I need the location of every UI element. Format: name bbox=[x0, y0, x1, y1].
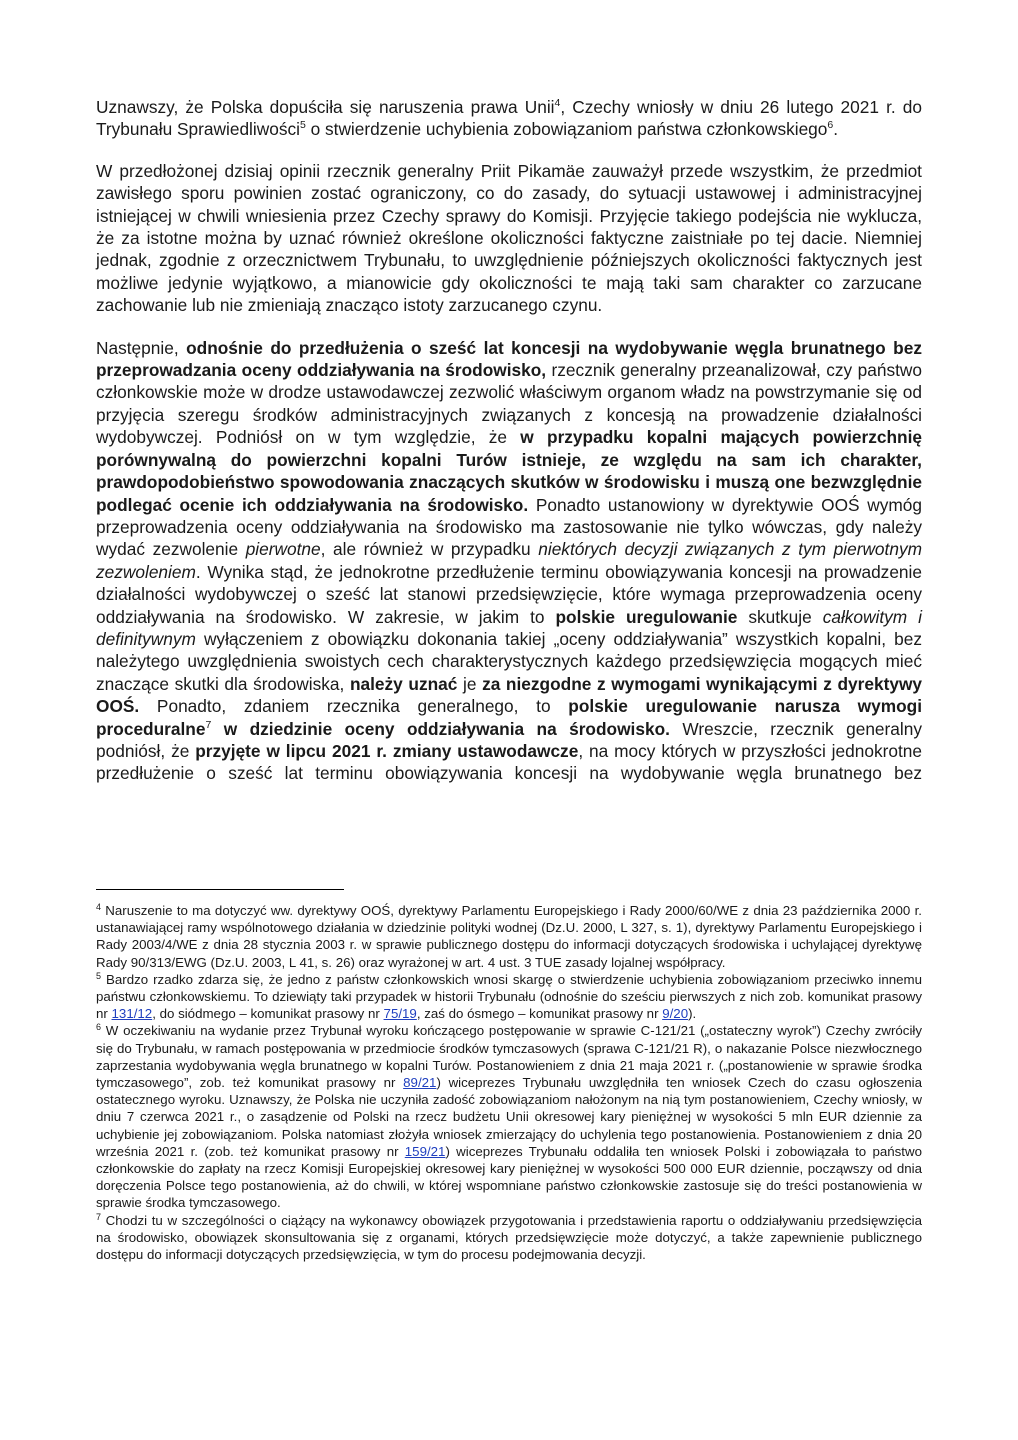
text-span: wyłączeniem z obowiązku dokonania takiej „oceny oddziaływania” wszystkich kopalni, bez należytego uwzględnienia swoistych cech charakterystycznych każdego przedsięwzięcia mogących mieć znaczące skutki dla środowiska, bbox=[96, 628, 922, 694]
footnote-number: 4 bbox=[96, 902, 102, 912]
bold-span: w dziedzinie oceny oddziaływania na środowisko. bbox=[211, 718, 670, 739]
text-span: Ponadto, zdaniem rzecznika generalnego, to bbox=[139, 696, 569, 717]
footnote-text: ) wiceprezes Trybunału oddaliła ten wniosek Polski i zobowiązała to państwo członkowskie do zapłaty na rzecz Komisji Europejskiej okresowej kary pieniężnej w wysokości 500 000 EUR dziennie, począwszy od dnia doręczenia Polsce tego postanowienia, aż do chwili, w której wspomniane państwo członkowskie zastosuje się do treści postanowienia w sprawie środka tymczasowego. bbox=[96, 1143, 922, 1211]
bold-span: za niezgodne z wymogami wynikającymi z dyrektywy OOŚ. bbox=[96, 673, 922, 717]
paragraph-1 bbox=[96, 96, 922, 141]
footnote-text: Chodzi tu w szczególności o ciążący na wykonawcy obowiązek przygotowania i przedstawienia raportu o oddziaływaniu przedsięwzięcia na środowisko, obowiązek skonsultowania się z organami, których przedsięwzięcie może dotyczyć, a także zapewnienie publicznego dostępu do informacji dotyczących przedsięwzięcia, w tym do procesu podejmowania decyzji. bbox=[96, 1212, 922, 1263]
bold-span: w przypadku kopalni mających powierzchnię porównywalną do powierzchni kopalni Turów istnieje, ze względu na sam ich charakter, prawdopodobieństwo spowodowania znaczących skutków w środowisku i muszą one bezwzględnie podlegać ocenie ich oddziaływania na środowisko. bbox=[96, 427, 922, 515]
text-span: , na mocy których w przyszłości jednokrotne przedłużenie o sześć lat terminu obowiązywania koncesji na wydobywanie węgla brunatnego bez bbox=[96, 740, 922, 784]
footnotes bbox=[96, 902, 922, 1263]
press-release-link-131-12[interactable]: 131/12 bbox=[111, 1006, 153, 1022]
bold-span: polskie uregulowanie narusza wymogi proceduralne bbox=[96, 696, 923, 739]
text-span: Następnie, bbox=[96, 337, 187, 358]
italic-span: całkowitym i definitywnym bbox=[96, 606, 923, 649]
footnote-number: 6 bbox=[96, 1022, 102, 1033]
footnote-text: Naruszenie to ma dotyczyć ww. dyrektywy OOŚ, dyrektywy Parlamentu Europejskiego i Rady 2000/60/WE z dnia 23 października 2000 r. ustanawiającej ramy wspólnotowego działania w dziedzinie polityki wodnej (Dz.U. 2000, L 327, s. 1), dyrektywy Parlamentu Europejskiego i Rady 2003/4/WE z dnia 28 stycznia 2003 r. w sprawie publicznego dostępu do informacji dotyczących środowiska i uchylającej dyrektywę Rady 90/313/EWG (Dz.U. 2003, L 41, s. 26) oraz wyrażonej w art. 4 ust. 3 TUE zasady lojalnej współpracy. bbox=[96, 903, 922, 970]
text-span: . bbox=[833, 119, 839, 140]
bold-span: przyjęte w lipcu 2021 r. zmiany ustawodawcze bbox=[195, 740, 579, 761]
press-release-link-89-21[interactable]: 89/21 bbox=[403, 1075, 437, 1091]
footnote-4 bbox=[96, 902, 922, 971]
text-span: , Czechy wniosły w dniu 26 lutego 2021 r. do Trybunału Sprawiedliwości bbox=[96, 97, 922, 140]
text-span: o stwierdzenie uchybienia zobowiązaniom państwa członkowskiego bbox=[305, 119, 828, 140]
footnote-text: ) wiceprezes Trybunału uwzględniła ten wniosek Czech do czasu ogłoszenia ostatecznego wyroku. Uznawszy, że Polska nie uczyniła zadość zobowiązaniom nałożonym na nią tym postanowieniem, Czechy wniosły, w dniu 7 czerwca 2021 r., o zasądzenie od Polski na rzecz budżetu Unii okresowej kary pieniężnej w wysokości 5 mln EUR dziennie za uchybienie jej zobowiązaniom. Polska natomiast złożyła wniosek zmierzający do uchylenia tego postanowienia. Postanowieniem z dnia 20 września 2021 r. (zob. też komunikat prasowy nr bbox=[96, 1075, 922, 1159]
footnote-text: W oczekiwaniu na wydanie przez Trybunał wyroku kończącego postępowanie w sprawie C-121/21 („ostateczny wyrok”) Czechy zwróciły się do Trybunału, w ramach postępowania w przedmiocie środków tymczasowych (sprawa C-121/21 R), o nakazanie Polsce niezwłocznego zaprzestania wydobywania węgla brunatnego w kopalni Turów. Postanowieniem z dnia 21 maja 2021 r. („postanowienie w sprawie środka tymczasowego”, zob. też komunikat prasowy nr bbox=[96, 1023, 922, 1091]
footnote-text: , do siódmego – komunikat prasowy nr bbox=[152, 1006, 384, 1022]
text-span: . Wynika stąd, że jednokrotne przedłużenie terminu obowiązywania koncesji na prowadzenie działalności wydobywczej o sześć lat stanowi przedsięwzięcie, które wymaga przeprowadzenia oceny oddziaływania na środowisko. W zakresie, w jakim to bbox=[96, 561, 922, 627]
text-span: skutkuje bbox=[737, 606, 823, 627]
footnote-number: 7 bbox=[96, 1211, 102, 1222]
text-span: Uznawszy, że Polska dopuściła się naruszenia prawa Unii bbox=[96, 97, 555, 117]
text-span: Ponadto ustanowiony w dyrektywie OOŚ wymóg przeprowadzenia oceny oddziaływania na środowisko ma zastosowanie nie tylko wówczas, gdy należy wydać zezwolenie bbox=[96, 494, 922, 560]
footnote-5 bbox=[96, 971, 922, 1023]
press-release-link-159-21[interactable]: 159/21 bbox=[404, 1143, 446, 1159]
text-span: rzecznik generalny przeanalizował, czy państwo członkowskie może w drodze ustawodawczej zezwolić właściwym organom władz na powstrzymanie się od przyjęcia szeregu środków administracyjnych związanych z koncesją na prowadzenie działalności wydobywczej. Podniósł on w tym względzie, że bbox=[96, 360, 923, 448]
text-span: Wreszcie, rzecznik generalny podniósł, że bbox=[96, 718, 922, 761]
bold-span: należy uznać bbox=[349, 673, 458, 694]
footnote-6 bbox=[96, 1022, 922, 1211]
paragraph-2: W przedłożonej dzisiaj opinii rzecznik generalny Priit Pikamäe zauważył przede wszystkim, że przedmiot zawisłego sporu powinien zostać ograniczony, co do zasady, do sytuacji ustawowej i administracyjnej istniejącej w chwili wniesienia przez Czechy sprawy do Komisji. Przyjęcie takiego podejścia nie wyklucza, że za istotne można by uznać również określone okoliczności faktyczne zaistniałe po tej dacie. Niemniej jednak, zgodnie z orzecznictwem Trybunału, to uwzględnienie późniejszych okoliczności faktycznych jest możliwe jedynie wyjątkowo, a mianowicie gdy okoliczności te mają taki sam charakter co zarzucane zachowanie lub nie zmieniają znacząco istoty zarzucanego czynu. bbox=[96, 160, 922, 316]
footnote-separator bbox=[96, 889, 344, 890]
footnote-number: 5 bbox=[96, 970, 102, 981]
text-span: , ale również w przypadku bbox=[320, 539, 539, 560]
bold-span: odnośnie do przedłużenia o sześć lat koncesji na wydobywanie węgla brunatnego bez przeprowadzania oceny oddziaływania na środowisko, bbox=[96, 337, 922, 381]
footnote-ref-4[interactable]: 4 bbox=[554, 97, 561, 109]
italic-span: pierwotne bbox=[245, 539, 321, 560]
bold-span: polskie uregulowanie bbox=[555, 606, 738, 627]
main-text bbox=[96, 96, 922, 805]
footnote-text: ). bbox=[688, 1006, 697, 1022]
footnote-ref-6[interactable]: 6 bbox=[827, 119, 834, 132]
press-release-link-9-20[interactable]: 9/20 bbox=[662, 1006, 689, 1022]
footnote-text: , zaś do ósmego – komunikat prasowy nr bbox=[416, 1006, 663, 1022]
text-span: je bbox=[457, 673, 483, 694]
footnote-text: Bardzo rzadko zdarza się, że jedno z państw członkowskich wnosi skargę o stwierdzenie uchybienia zobowiązaniom przeciwko innemu państwu członkowskiemu. To dziewiąty taki przypadek w historii Trybunału (odnośnie do sześciu pierwszych z nich zob. komunikat prasowy nr bbox=[96, 971, 922, 1022]
paragraph-3 bbox=[96, 337, 922, 785]
footnote-ref-5[interactable]: 5 bbox=[299, 119, 306, 132]
footnote-7 bbox=[96, 1212, 922, 1264]
italic-span: niektórych decyzji związanych z tym pierwotnym zezwoleniem bbox=[96, 539, 922, 582]
press-release-link-75-19[interactable]: 75/19 bbox=[383, 1006, 417, 1022]
footnote-ref-7[interactable]: 7 bbox=[205, 718, 212, 731]
